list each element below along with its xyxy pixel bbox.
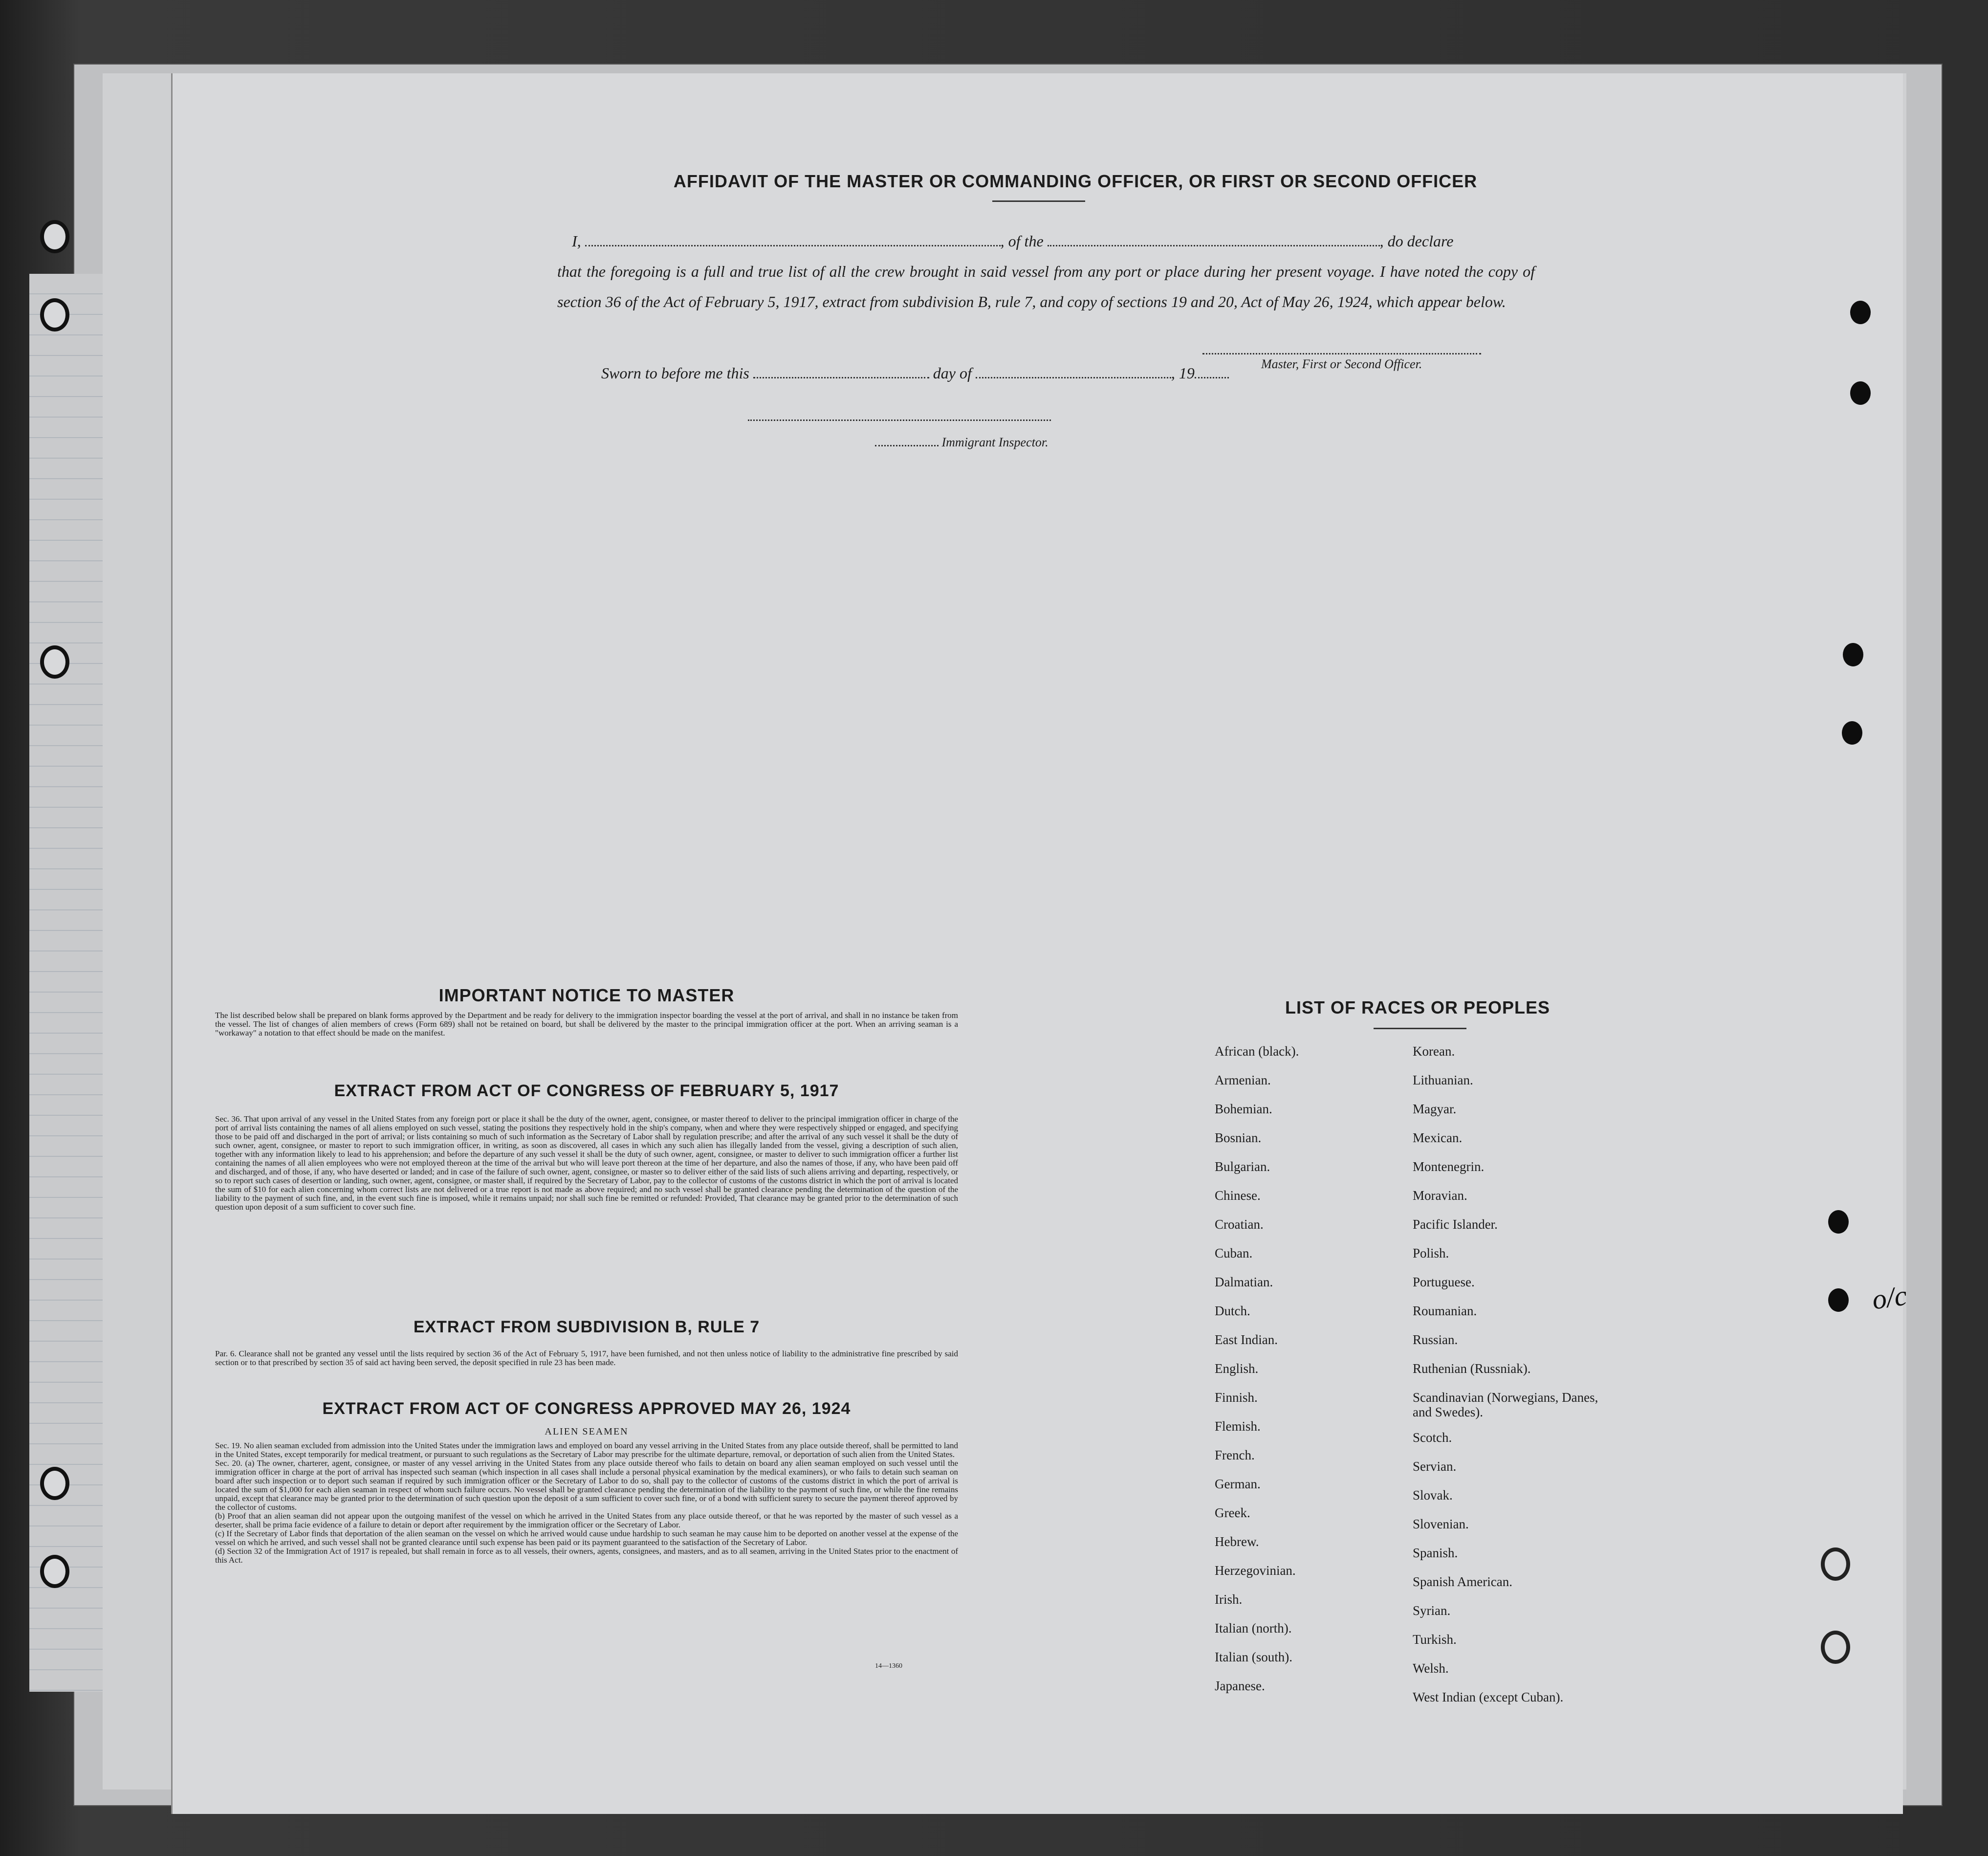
handwritten-margin-note: o/c [1870,1279,1909,1316]
race-item: French. [1215,1448,1255,1462]
section-19: Sec. 19. No alien seaman excluded from admission into the United States under the immigration laws and employed on board any vessel arriving in the United States from any place outside thereof, shall be permitted to land in the United States, except temporarily for medical treatment, or pursuant to such regulations as the Secretary of Labor may prescribe for the ultimate departure, removal, or deportation of such alien from the United States. [215,1441,958,1459]
punch-hole-icon [1821,1631,1850,1664]
affidavit-declaration [557,226,1535,317]
sworn-year-blank [1195,377,1229,378]
race-item: Roumanian. [1413,1304,1477,1318]
race-item: Spanish. [1413,1546,1458,1560]
binder-hole-icon [40,1555,69,1588]
section-20d: (d) Section 32 of the Immigration Act of 1917 is repealed, but shall remain in force as to all vessels, their owners, agents, consignees, and masters, and as to all seamen, arriving in the United States prior to the enactment of this Act. [215,1547,958,1565]
race-item: Finnish. [1215,1390,1258,1405]
race-item: African (black). [1215,1044,1299,1059]
race-item: Magyar. [1413,1102,1457,1116]
master-signature-caption: Master, First or Second Officer. [1261,357,1422,371]
race-item: Pacific Islander. [1413,1217,1498,1232]
race-item: Italian (south). [1215,1650,1292,1664]
race-item: Scandinavian (Norwegians, Danes, and Swedes). [1413,1390,1598,1419]
inspector-signature-line [748,420,1051,421]
inspector-caption-text: Immigrant Inspector. [941,435,1049,449]
notice-body: The list described below shall be prepared on blank forms approved by the Department and be ready for delivery to the immigration inspector boarding the vessel at the port of arrival, and shall in no instance be taken from the vessel. The list of changes of alien members of crews (Form 689) shall not be retained on board, but shall be delivered by the master to the principal immigration officer at the port. When an arriving seaman is a "workaway" a notation to that effect should be made on the manifest. [215,1011,958,1038]
races-right-column [1413,1044,1598,1719]
notice-title: IMPORTANT NOTICE TO MASTER [438,985,735,1005]
race-item: Dalmatian. [1215,1275,1273,1289]
form-number: 14—1360 [875,1662,902,1670]
section-20b: (b) Proof that an alien seaman did not appear upon the outgoing manifest of the vessel on which he arrived in the United States from any place outside thereof, or that he was reported by the master of such vessel as a deserter, shall be prima facie evidence of a failure to detain or deport after requirement by the immigration officer or the Secretary of Labor. [215,1511,958,1529]
punch-hole-icon [1821,1547,1850,1581]
race-item: Moravian. [1413,1188,1467,1203]
sworn-prefix: Sworn to before me this [601,364,749,382]
affidavit-of-the-label: , of the [1000,232,1044,250]
binder-hole-icon [40,645,69,679]
extract-1924-subtitle: ALIEN SEAMEN [545,1426,629,1437]
race-item: Cuban. [1215,1246,1253,1260]
inspector-caption [875,435,1049,450]
race-item: Hebrew. [1215,1534,1259,1549]
race-item: Polish. [1413,1246,1449,1260]
race-item: Italian (north). [1215,1621,1292,1635]
sworn-month-blank [976,377,1171,378]
race-item: Flemish. [1215,1419,1261,1434]
sworn-year-label: , 19 [1171,364,1195,382]
vessel-name-blank [1048,245,1380,246]
master-name-blank [585,245,1001,246]
binder-hole-icon [40,1467,69,1500]
race-item: Scotch. [1413,1430,1452,1445]
race-item: Servian. [1413,1459,1457,1474]
race-item: Irish. [1215,1592,1243,1607]
punch-hole-icon [1843,643,1863,666]
extract-1917-title: EXTRACT FROM ACT OF CONGRESS OF FEBRUARY 5, 1917 [334,1082,839,1100]
race-item: Greek. [1215,1505,1250,1520]
extract-1917-body: Sec. 36. That upon arrival of any vessel in the United States from any foreign port or place it shall be the duty of the owner, agent, consignee, or master thereof to deliver to the principal immigration officer in charge of the port of arrival lists containing the names of all aliens employed on such vessel, stating the positions they respectively hold in the ship's company, when and where they were respectively shipped or engaged, and specifying those to be paid off and discharged in the port of arrival; or lists containing so much of such information as the Secretary of Labor shall by regulation prescribe; and after the arrival of any such vessel it shall be the duty of such owner, agent, consignee, or master to report to such immigration officer, in writing, as soon as discovered, all cases in which any such alien has illegally landed from the vessel, giving a description of such alien, together with any information likely to lead to his apprehension; and before the departure of any such vessel it shall be the duty of such owner, agent, consignee, or master to deliver to such immigration officer a further list containing the names of all alien employees who were not employed thereon at the time of the arrival but who will leave port thereon at the time of her departure, and also the names of those, if any, who have been paid off and discharged, and of those, if any, who have deserted or landed; and in case of the failure of such owner, agent, consignee, or master so to deliver either of the said lists of such aliens arriving and departing, respectively, or so to report such cases of desertion or landing, such owner, agent, consignee, or master shall, if required by the Secretary of Labor, pay to the collector of customs of the customs district in which the port of arrival is located the sum of $10 for each alien concerning whom correct lists are not delivered or a true report is not made as above required; and no such vessel shall be granted clearance pending the determination of the question of the liability to the payment of such fine, and, in the event such fine is imposed, while it remains unpaid; nor shall such fine be remitted or refunded: Provided, That clearance may be granted prior to the determination of such question upon deposit of a sum sufficient to cover such fine. [215,1114,958,1212]
sworn-statement [601,364,1229,382]
race-item: Croatian. [1215,1217,1264,1232]
race-item: West Indian (except Cuban). [1413,1690,1564,1704]
affidavit-body: that the foregoing is a full and true list of all the crew brought in said vessel from any port or place during her present voyage. I have noted the copy of section 36 of the Act of February 5, 1917, extract from subdivision B, rule 7, and copy of sections 19 and 20, Act of May 26, 1924, which appear below. [557,263,1535,310]
affidavit-i-label: I, [572,232,581,250]
races-title-rule [1374,1028,1466,1029]
extract-1924-title: EXTRACT FROM ACT OF CONGRESS APPROVED MAY 26, 1924 [322,1399,851,1418]
race-item: English. [1215,1361,1259,1376]
races-title: LIST OF RACES OR PEOPLES [1285,997,1551,1017]
binder-hole-icon [40,220,69,253]
affidavit-declare-label: , do declare [1379,232,1454,250]
race-item: Lithuanian. [1413,1073,1473,1087]
race-item: Bohemian. [1215,1102,1272,1116]
race-item: Turkish. [1413,1632,1457,1647]
race-item: Russian. [1413,1332,1458,1347]
inspector-dots [875,445,939,446]
race-item: Herzegovinian. [1215,1563,1296,1578]
punch-hole-icon [1850,301,1871,324]
punch-hole-icon [1828,1288,1849,1312]
races-left-column [1215,1044,1299,1707]
sworn-day-blank [753,377,929,378]
race-item: Mexican. [1413,1130,1463,1145]
race-item: Syrian. [1413,1603,1451,1618]
race-item: East Indian. [1215,1332,1278,1347]
section-20a: Sec. 20. (a) The owner, charterer, agent, consignee, or master of any vessel arriving in the United States from any place outside thereof who fails to detain on board any alien seaman employed on such vessel until the immigration officer in charge at the port of arrival has inspected such seaman (which inspection in all cases shall include a personal physical examination by the medical examiners), or who fails to detain such seaman on board after such inspection or to deport such seaman if required by such immigration officer or the Secretary of Labor to do so, shall pay to the collector of customs of the customs district in which the port of arrival is located the sum of $1,000 for each alien seaman in respect of whom such failure occurs. No vessel shall be granted clearance pending the determination of the liability to the payment of such fine, or while the fine remains unpaid, except that clearance may be granted prior to the determination of such question upon the deposit of a sum sufficient to cover such fine, or of a bond with sufficient surety to secure the payment thereof approved by the collector of customs. [215,1458,958,1512]
extract-rule7-body: Par. 6. Clearance shall not be granted any vessel until the lists required by section 36 of the Act of February 5, 1917, have been furnished, and not then unless notice of liability to the administrative fine prescribed by said section or to that prescribed by section 35 of said act having been served, the deposit specified in rule 23 has been made. [215,1349,958,1367]
race-item: Bulgarian. [1215,1159,1270,1174]
title-rule [992,200,1085,202]
binder-hole-icon [40,298,69,331]
sworn-day-of: day of [933,364,972,382]
affidavit-title: AFFIDAVIT OF THE MASTER OR COMMANDING OFFICER, OR FIRST OR SECOND OFFICER [673,171,1478,191]
race-item: Armenian. [1215,1073,1271,1087]
race-item: Slovenian. [1413,1517,1469,1531]
race-item: Montenegrin. [1413,1159,1485,1174]
race-item: Chinese. [1215,1188,1261,1203]
race-item: German. [1215,1477,1261,1491]
extract-1924-body [215,1441,958,1565]
race-item: Ruthenian (Russniak). [1413,1361,1531,1376]
master-signature-line [1202,353,1481,354]
race-item: Portuguese. [1413,1275,1475,1289]
race-item: Spanish American. [1413,1574,1512,1589]
extract-rule7-title: EXTRACT FROM SUBDIVISION B, RULE 7 [413,1318,760,1336]
race-item: Japanese. [1215,1679,1265,1693]
race-item: Welsh. [1413,1661,1449,1676]
race-item: Dutch. [1215,1304,1250,1318]
punch-hole-icon [1850,381,1871,405]
race-item: Bosnian. [1215,1130,1262,1145]
punch-hole-icon [1842,721,1862,745]
race-item: Slovak. [1413,1488,1453,1502]
race-item: Korean. [1413,1044,1455,1059]
punch-hole-icon [1828,1210,1849,1234]
section-20c: (c) If the Secretary of Labor finds that deportation of the alien seaman on the vessel on which he arrived would cause undue hardship to such seaman he may cause him to be deported on another vessel at the expense of the vessel on which he arrived, and such vessel shall not be granted clearance until such expense has been paid or its payment guaranteed to the satisfaction of the Secretary of Labor. [215,1529,958,1547]
